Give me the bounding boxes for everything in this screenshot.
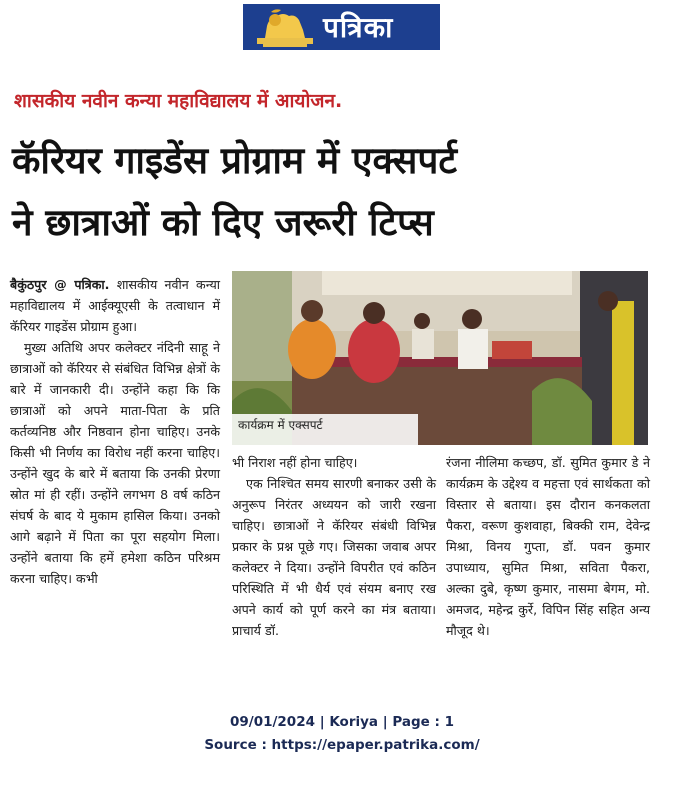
lead-text: शासकीय नवीन कन्या महाविद्यालय में आईक्यूएसी के तत्वाधान में कॅरियर गाइडेंस प्रोग्राम हुआ। [10,277,221,334]
dateline: बैकुंठपुर @ पत्रिका. [10,277,110,292]
footer-edition-info: 09/01/2024 | Koriya | Page : 1 [229,714,454,730]
paragraph: एक निश्चित समय सारणी बनाकर उसी के अनुरूप निरंतर अध्ययन को जारी रखना चाहिए। छात्राओं ने कॅरियर संबंधी विभिन्न प्रकार के प्रश्न पूछे गए। जिसका जवाब अपर कलेक्टर ने दिया। उन्होंने विपरीत एवं कठिन परिस्थिति में भी धैर्य एवं संयम बनाए रख अपने कार्य को पूर्ण करने का मंत्र बताया। प्राचार्य डॉ. [232,476,436,638]
lion-emblem-icon [253,4,317,50]
paragraph: रंजना नीलिमा कच्छप, डॉ. सुमित कुमार डे ने कार्यक्रम के उद्देश्य व महत्ता एवं सार्थकता को विस्तार से बताया। इस दौरान कनकलता पैकरा, वरूण कुशवाहा, बिक्की राम, देवेन्द्र मिश्रा, विनय गुप्ता, डॉ. पवन कुमार उपाध्याय, सुमित मिश्रा, सविता पैकरा, अल्का दुबे, कृष्ण कुमार, नासमा बेगम, मो. अमजद, महेन्द्र कुर्रे, विपिन सिंह सहित अन्य मौजूद थे। [446,455,650,638]
article-headline [12,130,677,254]
article-column-3 [446,452,650,641]
footer-source-link[interactable]: Source : https://epaper.patrika.com/ [204,737,480,753]
article-column-1 [10,274,220,589]
masthead-title: पत्रिका [323,11,394,44]
photo-caption: कार्यक्रम में एक्सपर्ट [232,414,418,445]
article-kicker: शासकीय नवीन कन्या महाविद्यालय में आयोजन. [14,90,343,112]
masthead [243,4,440,50]
headline-line-2: ने छात्राओं को दिए जरूरी टिप्स [12,201,434,244]
article-column-2 [232,452,436,641]
paragraph: भी निराश नहीं होना चाहिए। [232,455,358,470]
headline-line-1: कॅरियर गाइडेंस प्रोग्राम में एक्सपर्ट [12,139,458,182]
article-lead-paragraph [10,274,220,337]
paragraph: मुख्य अतिथि अपर कलेक्टर नंदिनी साहू ने छात्राओं को कॅरियर से संबंधित विभिन्न क्षेत्रों के बारे में जानकारी दी। उन्होंने कहा कि कि छात्राओं को अपने माता-पिता के प्रति कर्तव्यनिष्ठ और निष्ठवान होना चाहिए। उनके किसी भी निर्णय का विरोध नहीं करना चाहिए। उन्होंने खुद के बारे में बताया कि उनकी प्रेरणा स्रोत मां ही रहीं। उन्होंने लगभग 8 वर्ष कठिन संघर्ष के बाद ये मुकाम हासिल किया। उनको आगे बढ़ाने में पिता का पूरा सहयोग मिला। उन्होंने बताया कि हमें हमेशा कठिन परिश्रम करना चाहिए। कभी [10,340,220,586]
